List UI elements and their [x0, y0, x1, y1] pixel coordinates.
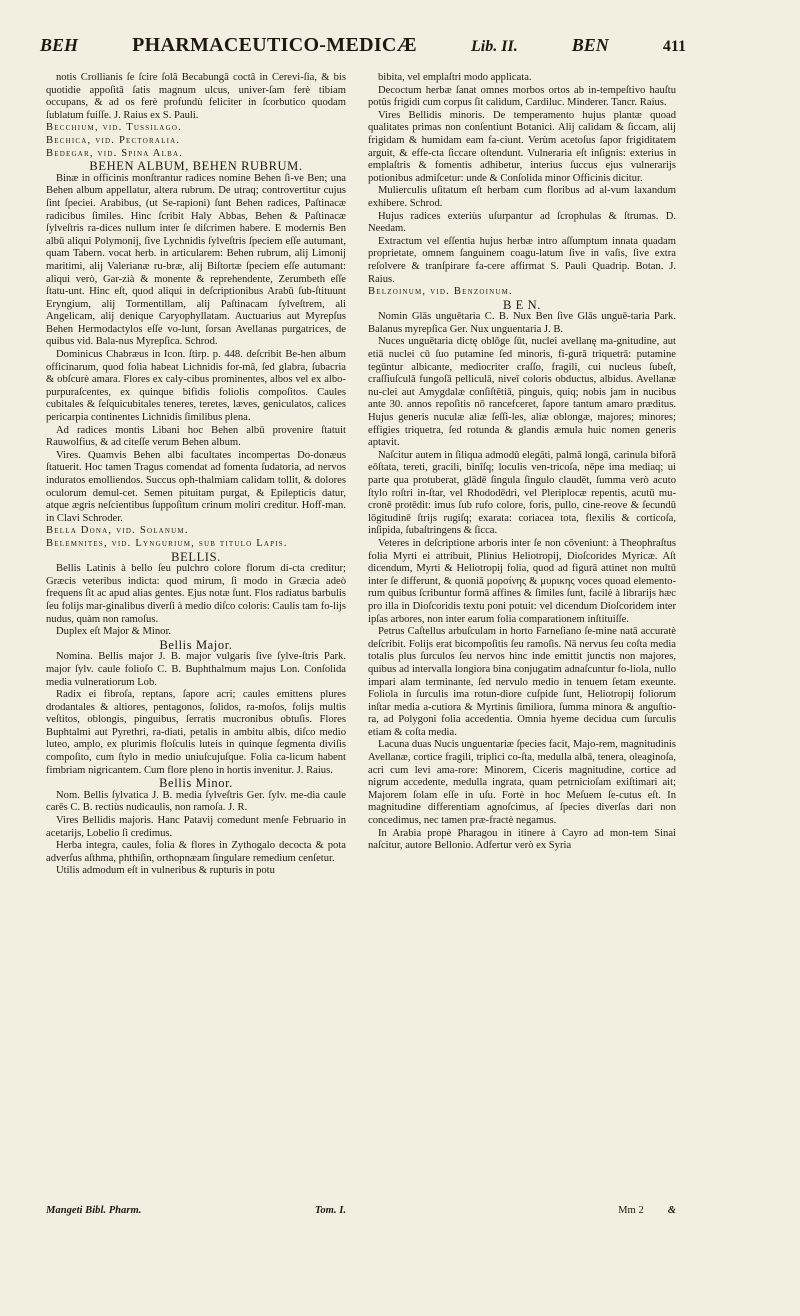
paragraph: bibita, vel emplaſtri modo applicata. — [378, 72, 532, 83]
catchword: & — [667, 1205, 676, 1216]
section-heading: B E N. — [503, 297, 541, 312]
paragraph: Nomina. Bellis major J. B. major vulgaris ſive ſylve-ſtris Park. major ſylv. caule folioſo C. B. Buphthalmum majus Lon. Conſolida media vulneratiorum Lob. — [46, 651, 346, 688]
paragraph: Utilis admodum eſt in vulneribus & rupturis in potu — [56, 865, 275, 877]
left-footer — [46, 1205, 346, 1219]
right-column — [368, 72, 676, 853]
paragraph: Duplex eſt Major & Minor. — [56, 626, 172, 638]
cross-reference: Bechica, vid. Pectoralia. — [46, 134, 181, 146]
paragraph: Vires Bellidis minoris. De temperamento hujus plantæ quoad qualitates primas non conſentiunt Botanici. Alij calidam & ſiccam, alij frigidam & humidam eam fa-ciunt. Verùm acetoſus ſapor frigiditatem arguit, & effe-cta ſiccare oſtendunt. Vulneraria eſt inſignis: exterius in emplaſtris & fomentis adhibetur, interius ſuccus ejus vulnerarijs potionibus admiſcetur: unde & Conſolida minor Officinis dicitur. — [368, 109, 676, 184]
running-header — [40, 34, 686, 70]
section-heading: BEHEN ALBUM, BEHEN RUBRUM. — [89, 159, 303, 174]
paragraph: Petrus Caſtellus arbuſculam in horto Farneſiano ſe-mine natā accuratè deſcribit. Folijs erat bicompoſitis ſeu ramoſis. Nā nervus ſeu coſta media totalis plus ſurculos ſeu nervos hinc inde emittit junctis non majores, quibus ad intervalla longiora bina conjugatim adnaſcuntur fo-liola, nullo impari alam terminante, ſed nervulo medio in tenuem ſetam exeunte. Foliola in ſurculis ima rotun-diore cuſpide ſunt, Heliotropij foliorum inſtar media a-cutiora & Myrtinis ſimiliora, ſumma minora & anguſtio-ra, ad Polygoni folia accedentia. Omnia hyeme decidua cum ſurculis etiam & coſta media. — [368, 626, 676, 738]
paragraph: Radix ei fibroſa, reptans, ſapore acri; caules emittens plures drodantales & altiores, pentagonos, ſolidos, ra-moſos, folijs multis veſtitos, oblongis, pinguibus, ſerratis mucronibus obtuſis. Flores Buphtalmi aut Pyrethri, ra-diati, petalis in ambitu albis, diſco medio luteo, amplo, ex plurimis floſculis luteis in quinque ſegmenta diviſis compoſito, cum ſtylo in medio uniuſcujuſque. Folia ca-licum habent fimbriam nigricantem. Cum flore pleno in hortis invenitur. J. Raius. — [46, 689, 346, 776]
paragraph: Nuces unguētaria dictę oblōge ſūt, nuclei avellanę ma-gnitudine, aut etiā nuclei cū ſuo putamine ſed minoris, fi-gurā triquetrā: putamine tegūntur albicante, mediocriter craſſo, fragili, cui nucleus ſubeſt, craſſiuſculā fungoſā pelliculā, niveī coloris obductus, albidus. Avellanæ nu-clei aut Amygdalæ conſiſtētiā, pinguis, quiq; nobis jam in nucibus ante 30. annos repoſitis nō rancefceret, ſapore tantum amaro præditus. Hujus generis nuculæ aliæ ſeſſi-les, aliæ oblongæ, majores; minores; effigies triquetra, ſed rotunda & glandis æmula huic nomen generis aptavit. — [368, 336, 676, 449]
paragraph: Extractum vel eſſentia hujus herbæ intro aſſumptum innata quadam proprietate, omnem ſanguinem coagu-latum ſive in vaſis, ſive extra reſolvere & tranſpirare fa-cere affirmat S. Pauli Quadrip. Botan. J. Raius. — [368, 235, 676, 285]
cross-reference: Belemnites, vid. Lyngurium, ſub titulo Lapis. — [46, 537, 288, 549]
header-right-entry: BEN — [571, 35, 609, 55]
paragraph: Herba integra, caules, folia & flores in Zythogalo decocta & pota adverſus aſthma, phthiſin, orthopnæam ſingulare remedium cenſetur. — [46, 840, 346, 864]
paragraph: Lacuna duas Nucis unguentariæ ſpecies facit, Majo-rem, magnitudinis Avellanæ, cortice fragili, triplici co-ſta, medulla albā, tenera, oleaginoſa, acri cum levi ama-rore: Minorem, Ciceris magnitudine, cortice ad nigrum accedente, medulla ingrata, quam petrnicioſam exiſtimari ait; Majorem ſolam eſſe in uſu. Fortè in hoc Meſuem ſe-cutus eſt. In magnitudine differentiam agnoſcimus, aſ ſpecies diverſas dari non concedimus, nec tamen præ-fractè negamus. — [368, 739, 676, 827]
signature-mark: Mm 2 — [618, 1205, 644, 1216]
paragraph: Vires Bellidis majoris. Hanc Patavij comedunt menſe Februario in acetarijs, Lobelio ſi credimus. — [46, 815, 346, 839]
paragraph: notis Crollianis ſe ſcire ſolâ Becabungâ coctâ in Cerevi-ſia, & bis quotidie appoſitâ ſatis magnum ulcus, univer-ſam ferè tibiam occupans, & ad os ferè profundù feliciter in ſcorbutico quodam ſublatum fuiſſe. J. Raius ex S. Pauli. — [46, 72, 346, 121]
paragraph: Nom. Bellis ſylvatica J. B. media ſylveſtris Ger. ſylv. me-dia caule carēs C. B. rectiùs nudicaulis, non ramoſa. J. R. — [46, 789, 346, 814]
paragraph: Hujus radices exteriùs uſurpantur ad ſcrophulas & ſtrumas. D. Needam. — [368, 210, 676, 235]
paragraph: Vires. Quamvis Behen albi facultates incompertas Do-donæus ſtatuerit. Hoc tamen Tragus comendat ad fomenta ſudatoria, ad nervos induratos emolliendos. Succus oph-thalmiam calidam tollit, & dolores oculorum demul-cet. Semen pituitam purgat, & Epilepticis datur, atque ægris neſcientibus ſuppoſitum crinum moliri creditur. Hoff-man. in Clavi Schroder. — [46, 449, 346, 524]
cross-reference: Belzoinum, vid. Benzoinum. — [368, 286, 513, 298]
left-column — [46, 72, 346, 878]
paragraph: In Arabia propè Pharagou in itinere à Cayro ad mon-tem Sinai naſcitur, autore Bellonio. Adfertur verò ex Syria — [368, 827, 676, 852]
paragraph: Nomin Glās unguētaria C. B. Nux Ben ſive Glās unguē-taria Park. Balanus myrepſica Ger. Nux unguentaria J. B. — [368, 311, 676, 335]
paragraph: Ad radices montis Libani hoc Behen albū provenire ſtatuit Rauwolfius, & ad citeſſe verum Behen album. — [46, 424, 346, 449]
paragraph: Mulierculis uſitatum eſt herbam cum floribus ad al-vum laxandum exhibere. Schrod. — [368, 185, 676, 209]
cross-reference: Bedegar, vid. Spina Alba. — [46, 147, 184, 159]
paragraph: Bellis Latinis à bello ſeu pulchro colore florum di-cta creditur; Græcis veteribus indicta: quod mirum, ſi modo in Græcia adeò frequens ſit ac apud alias gentes. Ejus notæ ſunt. Flos radiatus barbulis ſeu folijs mar-ginalibus diverſi à medio diſco coloris: Caulis tam fo-lijs nudus, quàm non ramoſus. — [46, 563, 346, 625]
catch-tome: Tom. I. — [314, 1205, 346, 1216]
section-heading: Bellis Minor. — [159, 776, 233, 791]
paragraph: Naſcitur autem in ſiliqua admodū elegāti, palmā longā, carinula biforā eōſtata, tereti, gracili, binīſq; loculis ven-tricoſa, nēpe ima mediaq; ui parte qua protuberat, glādē ſingula ſingulo claudēt, ſumma verò acuto ſtylo roſtri in-ſtar, vel Rhododēdri, vel Pleriplocæ repentis, acutū mu-cronē protēdit: imus ſub rufo colore, foris, pullo, cine-reove & ſecundū lōgitudinē ſtrijs rugiſq; exarata: coriacea tota, flexilis & corticoſa, inſipida, ſubaſtringens & ſicca. — [368, 449, 676, 537]
paragraph: Veteres in deſcriptione arboris inter ſe non cōveniunt: à Theophraſtus folia Myrti ei attribuit, Plinius Heliotropij, Dioſcorides Myricæ. Aſt dicendum, Myrti & Heliotropij folia, quod ad figurā attinet non multū inter ſe differunt, & quoniā μορσίνης & μυρικης voces quoad elemento-rum quibus ſcribuntur formā affines & ſimiles ſunt, facilè à librarijs hæc pro illa in Dioſcoridis textu poni potuit: vel dicendum Dioſcoridem inter ipſas arbores, non inter earum folia comparationem inſtituiſſe. — [368, 537, 676, 625]
cross-reference: Bella Dona, vid. Solanum. — [46, 525, 189, 537]
catch-source: Mangeti Bibl. Pharm. — [46, 1205, 142, 1216]
paragraph: Decoctum herbæ ſanat omnes morbos ortos ab in-tempeſtivo hauſtu potûs frigidi cum corpus ſit calidum, Cardiluc. Minderer. Tancr. Raius. — [368, 84, 676, 109]
header-book-ref: Lib. II. — [471, 38, 518, 55]
section-heading: Bellis Major. — [159, 637, 233, 652]
paragraph: Dominicus Chabræus in Icon. ſtirp. p. 448. deſcribit Be-hen album officinarum, quod folia habeat Lichnidis for-mâ, ſed glabra, ſubacria & obſcurè amara. Flores ex caly-cibus prominentes, albos vel ex albo-purpuraſcentes, ex quinque bifidis foliolis compoſitos. Caules cubitales & ſeſquicubitales teneres, teretes, læves, geniculatos, calices pericarpia continentes Lichnidis ſimilibus plena. — [46, 349, 346, 424]
cross-reference: Becchium, vid. Tuſſilago. — [46, 122, 182, 134]
right-footer — [368, 1205, 676, 1219]
header-left-entry: BEH — [40, 35, 79, 55]
section-heading: BELLIS. — [171, 549, 221, 564]
header-title: PHARMACEUTICO-MEDICÆ — [132, 34, 417, 56]
paragraph: Binæ in officinis monſtrantur radices nomine Behen ſi-ve Ben; una Behen album appellatur, altera rubrum. De utraq; controvertitur cujus ſint ſpeciei. Arabibus, (ut Se-rapioni) ſunt Behen radices, Paſtinacæ radicibus ſimiles. Hinc ſcribit Haly Abbas, Behen & Paſtinacæ ſylveſtris ra-dices nullum inter ſe diſcrimen habere. E modernis Ben albū aliqui Polymonij, ſive Lychnidis ſylveſtris ſpeciem eſſe autumant, quam Tabern. vocat herb. in articularem: Behen rubrum, alij Limonij maritimi, alij Valerianæ ru-bræ, alij Biſtortæ ſpeciem eſſe autumant: aliqui verò, Gar-zià & monente & reprehendente, Zerumbeth eſſe ſtatu-unt. Hinc eſt, quod aliqui in deſcriptionibus Arabū ſub-ſtituunt Eryngium, alij Tormentillam, alij Paſtinacam ſylveſtrem, ali Angelicam, alij denique Caryophyllatam. Auctuarius aut Myrepſus Behen Hermodactylos eſſe vo-lunt, ſorsan Avellanas purgatrices, de quibus vid. Bala-nus Myrepſica. Schrod. — [46, 172, 346, 348]
page-number: 411 — [662, 38, 686, 55]
